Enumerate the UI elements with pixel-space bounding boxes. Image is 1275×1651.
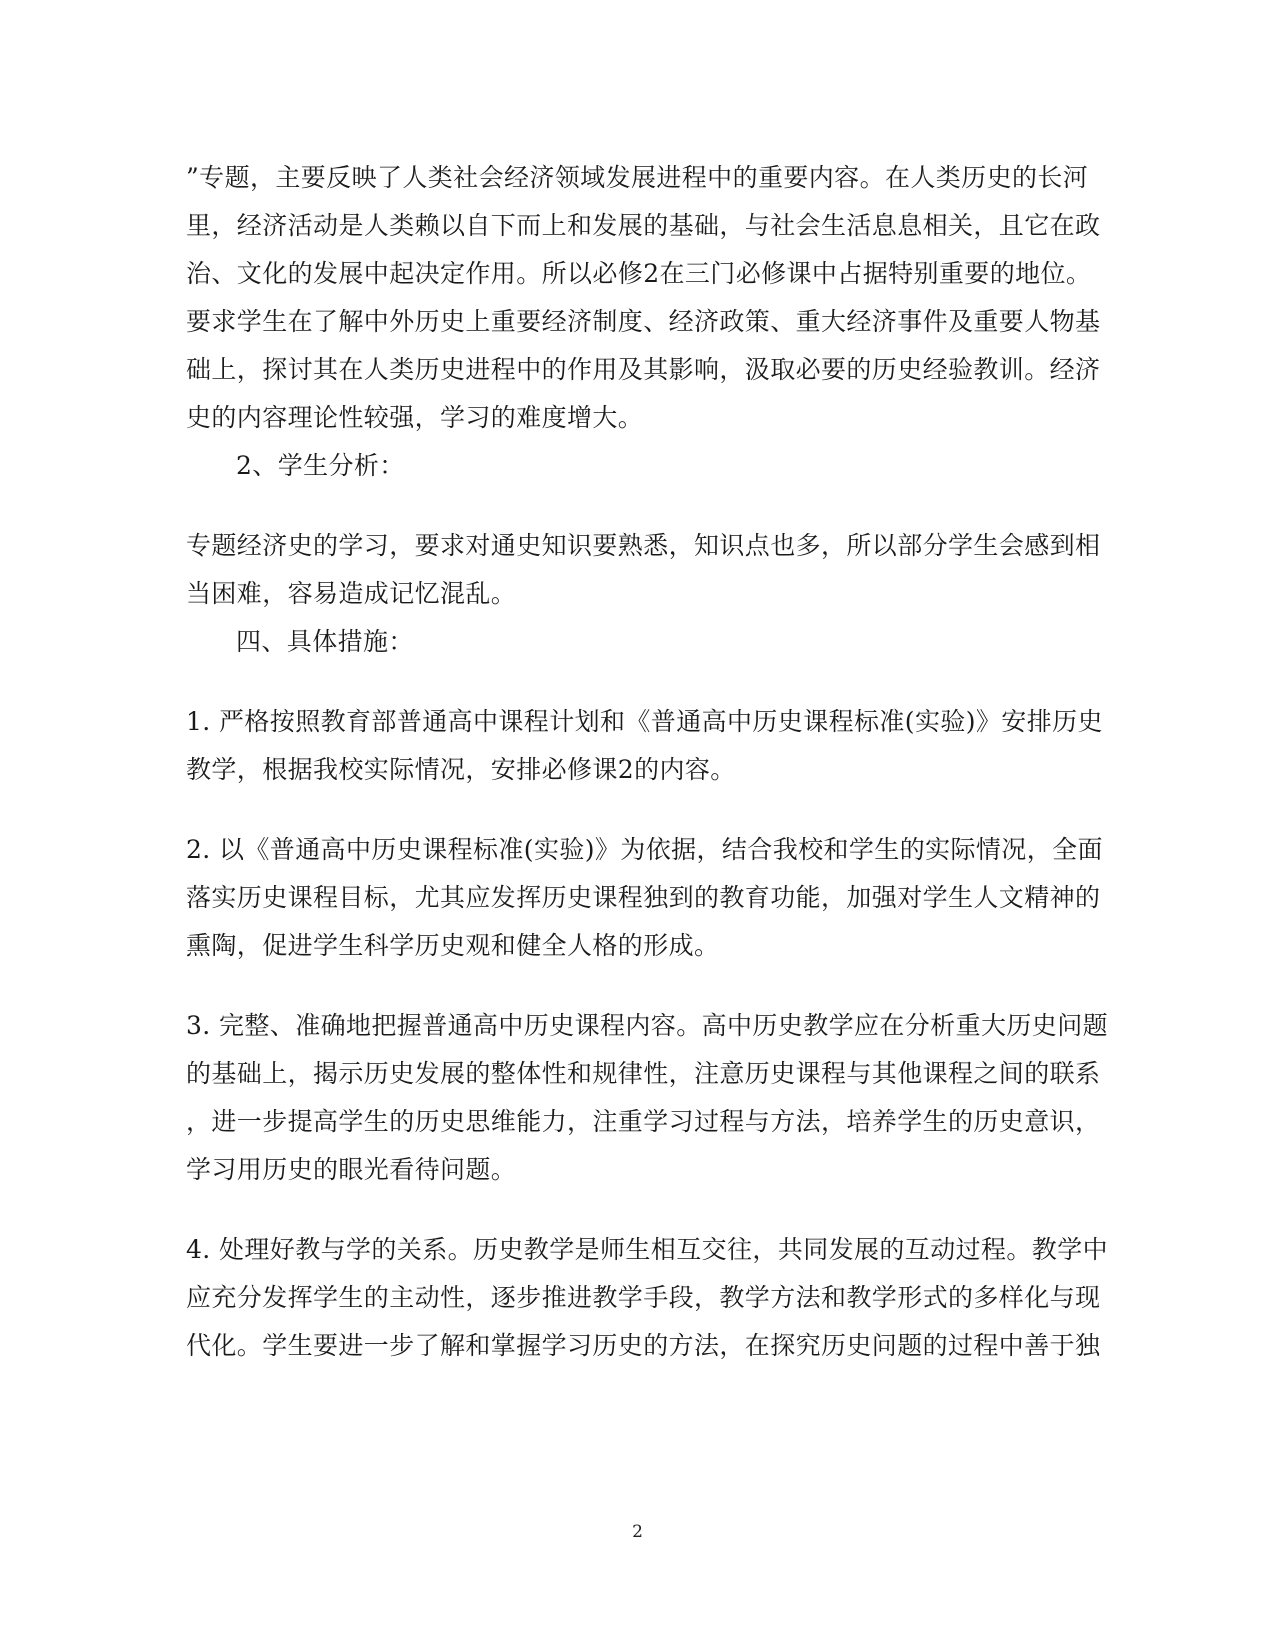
text-line: 4. 处理好教与学的关系。历史教学是师生相互交往，共同发展的互动过程。教学中: [186, 1235, 1109, 1264]
text-line: 应充分发挥学生的主动性，逐步推进教学手段，教学方法和教学形式的多样化与现: [186, 1283, 1101, 1312]
text-line: 落实历史课程目标，尤其应发挥历史课程独到的教育功能，加强对学生人文精神的: [186, 883, 1101, 912]
text-line: 学习用历史的眼光看待问题。: [186, 1155, 517, 1184]
page-number: 2: [632, 1522, 643, 1542]
text-line: ，进一步提高学生的历史思维能力，注重学习过程与方法，培养学生的历史意识，: [186, 1107, 1101, 1136]
text-line: 1. 严格按照教育部普通高中课程计划和《普通高中历史课程标准(实验)》安排历史: [186, 707, 1103, 736]
text-line: 教学，根据我校实际情况，安排必修课2的内容。: [186, 755, 736, 784]
text-line: 专题经济史的学习，要求对通史知识要熟悉，知识点也多，所以部分学生会感到相: [186, 531, 1101, 560]
section-heading: 四、具体措施：: [236, 627, 414, 656]
text-line: 史的内容理论性较强，学习的难度增大。: [186, 403, 644, 432]
text-line: 础上，探讨其在人类历史进程中的作用及其影响，汲取必要的历史经验教训。经济: [186, 355, 1101, 384]
text-line: 熏陶，促进学生科学历史观和健全人格的形成。: [186, 931, 720, 960]
text-line: 代化。学生要进一步了解和掌握学习历史的方法，在探究历史问题的过程中善于独: [186, 1331, 1101, 1360]
text-line: ”专题，主要反映了人类社会经济领域发展进程中的重要内容。在人类历史的长河: [186, 163, 1089, 192]
text-line: 当困难，容易造成记忆混乱。: [186, 579, 517, 608]
text-line: 要求学生在了解中外历史上重要经济制度、经济政策、重大经济事件及重要人物基: [186, 307, 1101, 336]
text-line: 2. 以《普通高中历史课程标准(实验)》为依据，结合我校和学生的实际情况，全面: [186, 835, 1103, 864]
text-line: 治、文化的发展中起决定作用。所以必修2在三门必修课中占据特别重要的地位。: [186, 259, 1092, 288]
text-line: 3. 完整、准确地把握普通高中历史课程内容。高中历史教学应在分析重大历史问题: [186, 1011, 1109, 1040]
text-line: 的基础上，揭示历史发展的整体性和规律性，注意历史课程与其他课程之间的联系: [186, 1059, 1101, 1088]
text-line: 里，经济活动是人类赖以自下而上和发展的基础，与社会生活息息相关，且它在政: [186, 211, 1101, 240]
section-heading: 2、学生分析：: [236, 451, 405, 480]
